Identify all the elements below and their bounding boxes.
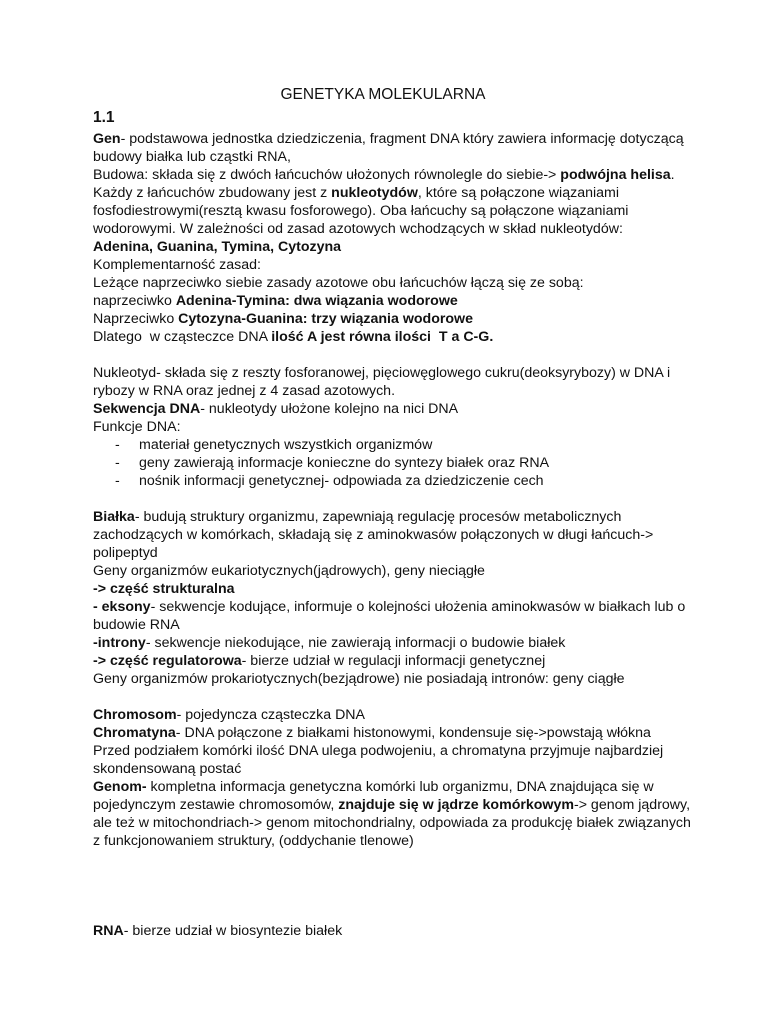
text-run: Naprzeciwko	[93, 311, 179, 327]
paragraph-dlatego	[93, 328, 693, 346]
list-item: - nośnik informacji genetycznej- odpowiada za dziedziczenie cech	[93, 472, 693, 490]
text-run: -> genom jądrowy, ale też w mitochondriach-> genom mitochondrialny, odpowiada za produkcję białek związanych z funkcjonowaniem struktury, (oddychanie tlenowe)	[93, 797, 695, 849]
bold-term: nukleotydów	[331, 185, 418, 201]
paragraph-eksony	[93, 598, 693, 634]
bold-term: RNA	[93, 923, 124, 939]
paragraph-genom	[93, 778, 693, 850]
bold-term: Cytozyna-Guanina: trzy wiązania wodorowe	[178, 311, 473, 327]
paragraph-chromatyna	[93, 724, 693, 742]
spacer	[93, 490, 693, 508]
text-run: Dlatego w cząsteczce DNA	[93, 329, 272, 345]
bold-term: Adenina, Guanina, Tymina, Cytozyna	[93, 239, 342, 255]
paragraph-budowa	[93, 166, 693, 184]
bold-term: Białka	[93, 509, 135, 525]
paragraph-gen	[93, 130, 693, 166]
paragraph-funkcje	[93, 418, 693, 436]
bold-term: Genom-	[93, 779, 147, 795]
paragraph-zasady	[93, 238, 693, 256]
paragraph-bialka	[93, 508, 693, 562]
paragraph-adenina-tymina	[93, 292, 693, 310]
paragraph-rna	[93, 922, 693, 940]
spacer	[93, 688, 693, 706]
bold-term: Chromatyna	[93, 725, 176, 741]
bold-term: -introny	[93, 635, 146, 651]
paragraph-czesc-strukturalna	[93, 580, 693, 598]
text-run: Geny organizmów prokariotycznych(bezjądrowe) nie posiadają intronów: geny ciągłe	[93, 671, 625, 687]
section-number: 1.1	[93, 109, 115, 126]
paragraph-przed-podzialem	[93, 742, 693, 778]
text-run: - nukleotydy ułożone kolejno na nici DNA	[200, 401, 459, 417]
text-run: Geny organizmów eukariotycznych(jądrowych), geny nieciągłe	[93, 563, 485, 579]
text-run: Każdy z łańcuchów zbudowany jest z	[93, 185, 332, 201]
dna-functions-list	[93, 436, 693, 490]
text-run: - sekwencje kodujące, informuje o kolejności ułożenia aminokwasów w białkach lub o budowie RNA	[93, 599, 690, 633]
paragraph-geny-prokariotyczne	[93, 670, 693, 688]
bold-term: Chromosom	[93, 707, 177, 723]
document-title: GENETYKA MOLEKULARNA	[280, 86, 486, 103]
text-run: - sekwencje niekodujące, nie zawierają informacji o budowie białek	[145, 635, 566, 651]
text-run: Budowa: składa się z dwóch łańcuchów ułożonych równolegle do siebie->	[93, 167, 561, 183]
paragraph-nukleotydy	[93, 184, 693, 238]
list-item: - materiał genetycznych wszystkich organizmów	[93, 436, 693, 454]
paragraph-geny-eukariotyczne	[93, 562, 693, 580]
bold-term: -> część strukturalna	[93, 581, 235, 597]
text-run: Leżące naprzeciwko siebie zasady azotowe obu łańcuchów łączą się ze sobą:	[93, 275, 584, 291]
text-run: Nukleotyd- składa się z reszty fosforanowej, pięciowęglowego cukru(deoksyrybozy) w DNA i rybozy w RNA oraz jednej z 4 zasad azotowych.	[93, 365, 675, 399]
list-item: - geny zawierają informacje konieczne do syntezy białek oraz RNA	[93, 454, 693, 472]
text-run: - bierze udział w regulacji informacji genetycznej	[241, 653, 546, 669]
paragraph-sekwencja	[93, 400, 693, 418]
text-run: - budują struktury organizmu, zapewniają regulację procesów metabolicznych zachodzących w komórkach, składają się z aminokwasów połączonych w długi łańcuch-> polipeptyd	[93, 509, 658, 561]
paragraph-nukleotyd	[93, 364, 693, 400]
bold-term: Sekwencja DNA	[93, 401, 201, 417]
text-run: - podstawowa jednostka dziedziczenia, fragment DNA który zawiera informację dotyczącą budowy białka lub cząstki RNA,	[93, 131, 688, 165]
bold-term: -> część regulatorowa	[93, 653, 242, 669]
text-run: - pojedyncza cząsteczka DNA	[176, 707, 366, 723]
bold-term: podwójna helisa	[560, 167, 671, 183]
paragraph-introny	[93, 634, 693, 652]
document-page	[93, 86, 693, 940]
bold-term: znajduje się w jądrze komórkowym	[338, 797, 574, 813]
text-run: Komplementarność zasad:	[93, 257, 261, 273]
bold-term: - eksony	[93, 599, 151, 615]
paragraph-czesc-regulatorowa	[93, 652, 693, 670]
paragraph-komplementarnosc	[93, 256, 693, 274]
spacer	[93, 850, 693, 922]
bold-term: Adenina-Tymina: dwa wiązania wodorowe	[175, 293, 458, 309]
text-run: kompletna informacja genetyczna komórki lub organizmu, DNA znajdująca się w pojedynczym zestawie chromosomów,	[93, 779, 658, 813]
spacer	[93, 346, 693, 364]
bold-term: ilość A jest równa ilości T a C-G.	[271, 329, 494, 345]
text-run: - bierze udział w biosyntezie białek	[123, 923, 343, 939]
paragraph-chromosom	[93, 706, 693, 724]
bold-term: Gen	[93, 131, 121, 147]
paragraph-cytozyna-guanina	[93, 310, 693, 328]
text-run: , które są połączone wiązaniami fosfodiestrowymi(resztą kwasu fosforowego). Oba łańcuchy są połączone wiązaniami wodorowymi. W zależności od zasad azotowych wchodzących w skład nukleotydów:	[93, 185, 633, 237]
text-run: naprzeciwko	[93, 293, 176, 309]
text-run: .	[670, 167, 675, 183]
paragraph-lezace	[93, 274, 693, 292]
text-run: Przed podziałem komórki ilość DNA ulega podwojeniu, a chromatyna przyjmuje najbardziej skondensowaną postać	[93, 743, 668, 777]
text-run: Funkcje DNA:	[93, 419, 181, 435]
text-run: - DNA połączone z białkami histonowymi, kondensuje się->powstają włókna	[175, 725, 651, 741]
